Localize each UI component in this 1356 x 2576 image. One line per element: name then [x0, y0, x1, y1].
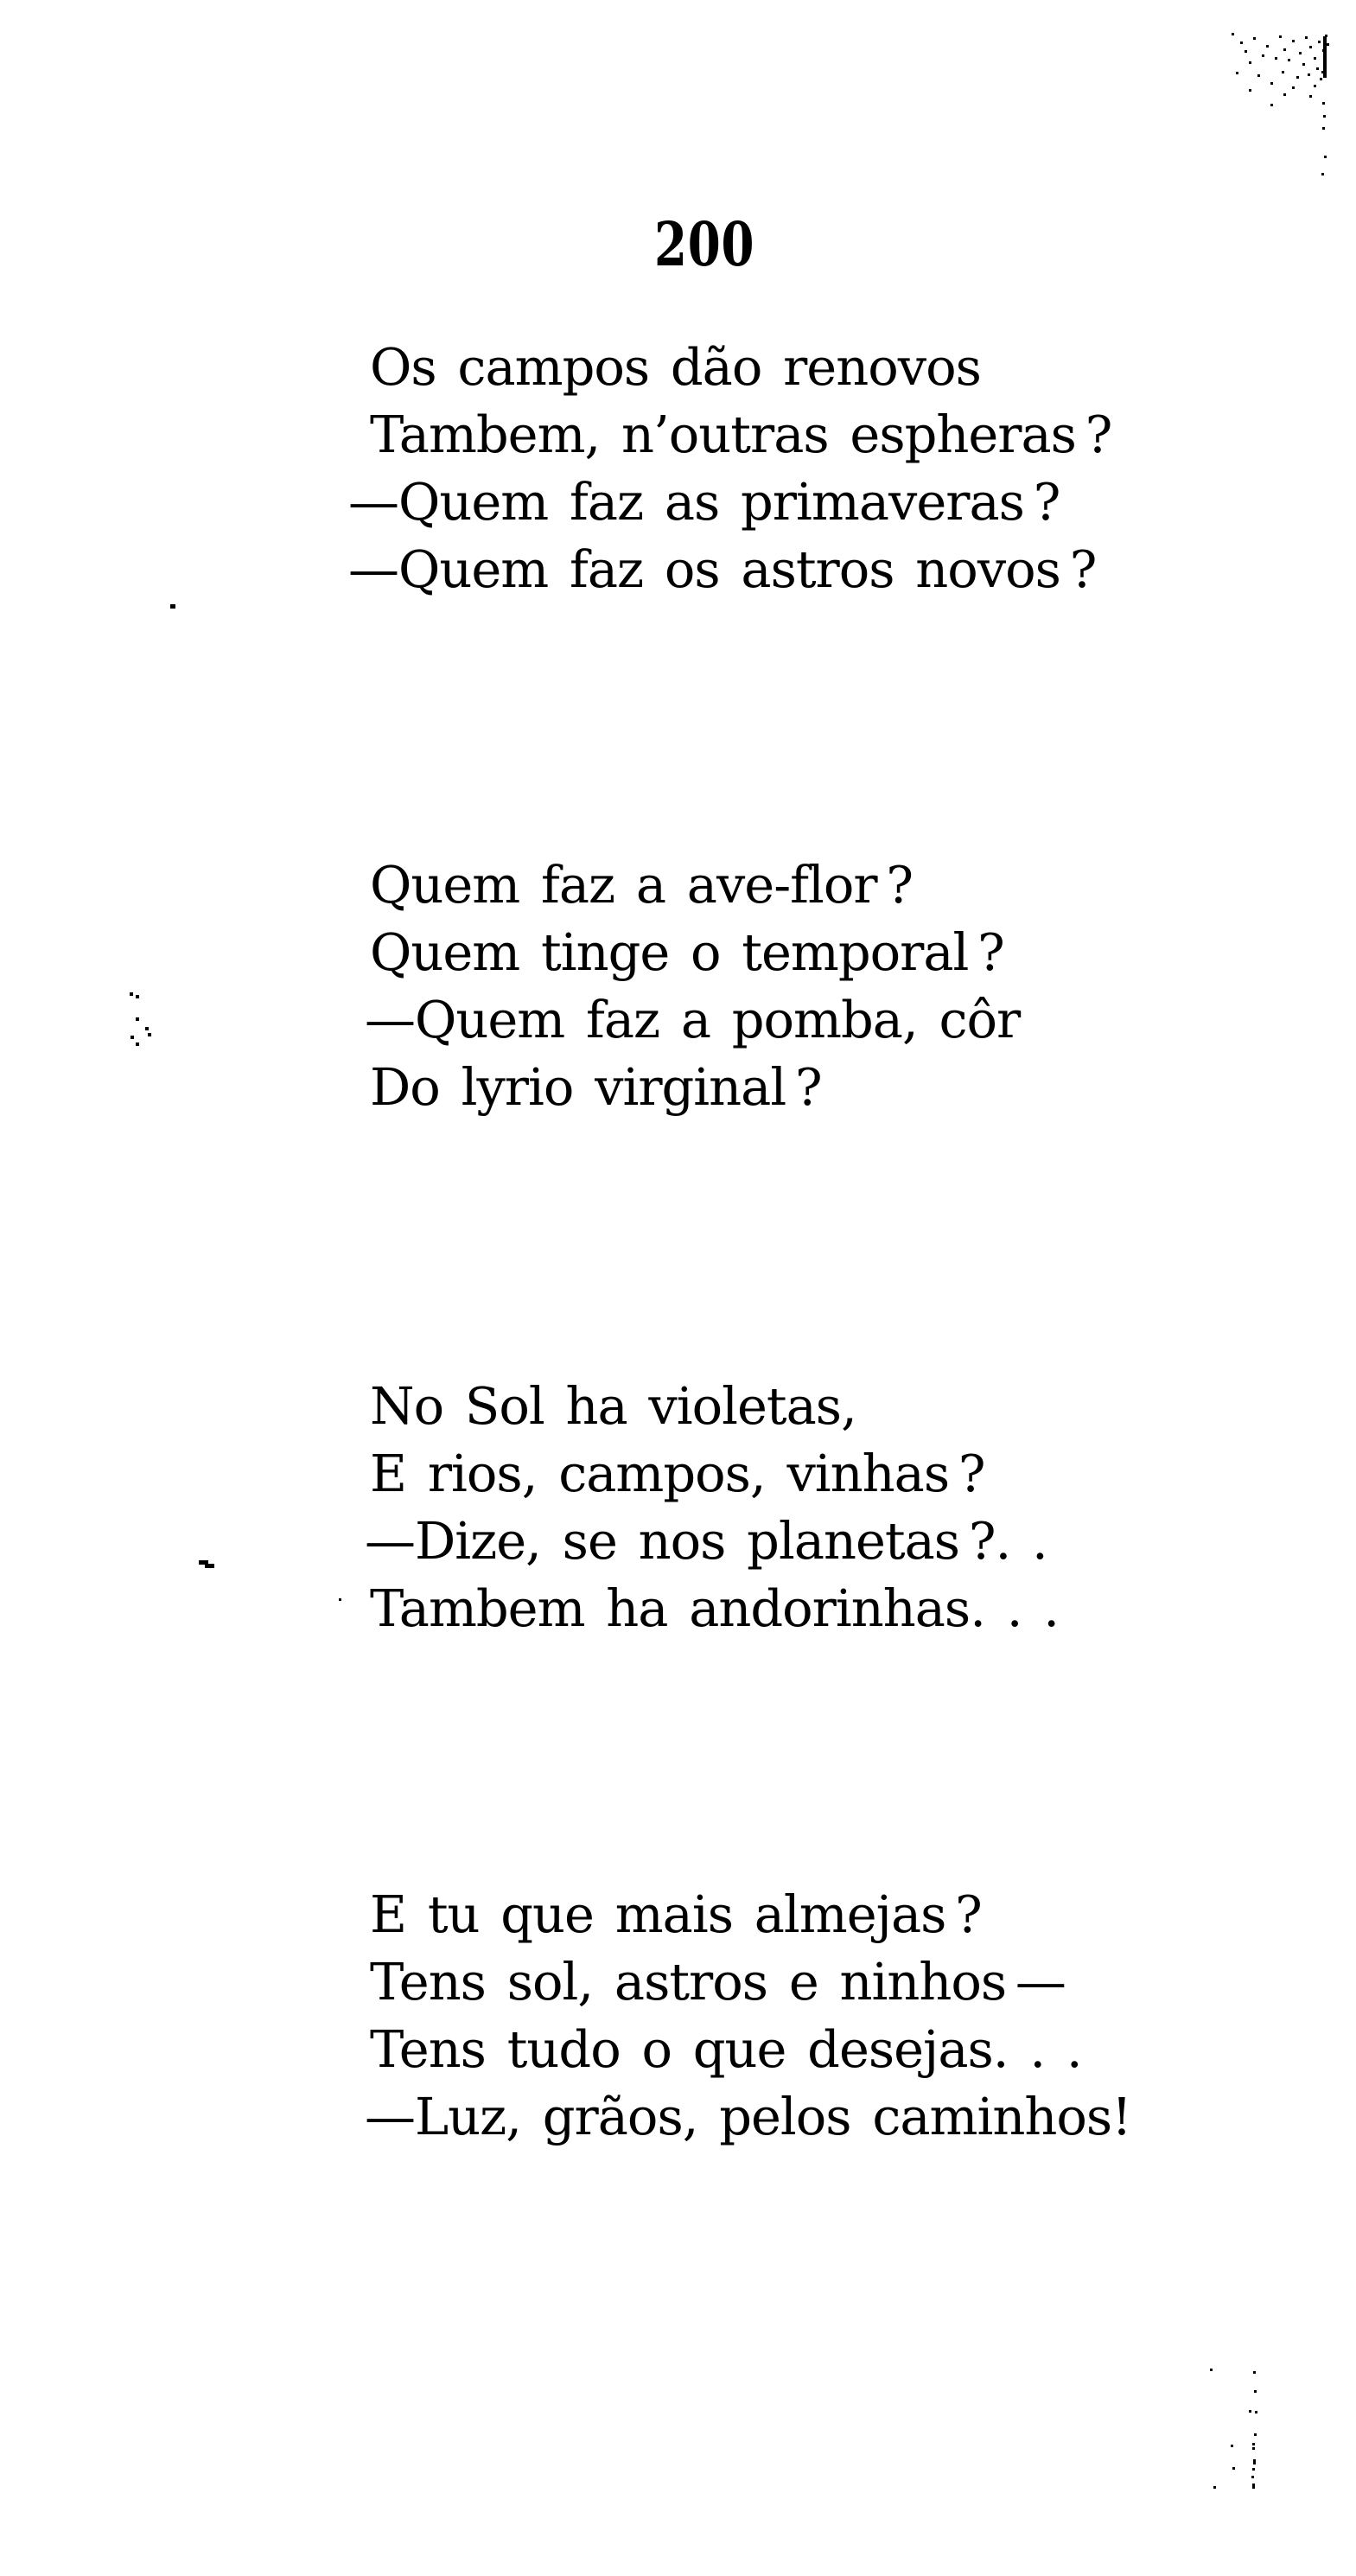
poem-line: E tu que mais almejas ?	[370, 1884, 982, 1944]
poem-line: Os campos dão renovos	[370, 337, 981, 397]
scan-speck	[170, 604, 175, 609]
poem-line: —Quem faz os astros novos ?	[348, 539, 1097, 599]
poem-line: Tens tudo o que desejas. . .	[370, 2019, 1082, 2079]
poem-stanza-1	[348, 334, 1148, 603]
poem-line: Do lyrio virginal ?	[370, 1057, 822, 1117]
scan-speck	[339, 1598, 341, 1601]
poem-line: Tens sol, astros e ninhos —	[370, 1952, 1066, 2012]
scan-edge-line	[1323, 36, 1327, 78]
poem-stanza-4	[365, 1881, 1148, 2151]
scan-noise-top-right	[1232, 33, 1234, 35]
poem-line: Quem tinge o temporal ?	[370, 922, 1004, 982]
poem-stanza-2	[365, 851, 1148, 1121]
poem-line: —Quem faz a pomba, côr	[365, 990, 1021, 1049]
poem-line: —Luz, grãos, pelos caminhos!	[365, 2087, 1131, 2146]
poem-line: E rios, campos, vinhas ?	[370, 1444, 985, 1503]
poem-stanza-3	[365, 1373, 1148, 1642]
poem-line: Tambem ha andorinhas. . .	[370, 1578, 1059, 1638]
scan-smudge	[199, 1560, 208, 1565]
poem-line: Tambem, n’outras espheras ?	[370, 405, 1112, 464]
poem-line: —Quem faz as primaveras ?	[348, 472, 1060, 532]
page-number: 200	[654, 208, 755, 280]
scan-noise-bottom-right	[1210, 2369, 1213, 2371]
scan-speck-cluster	[130, 992, 133, 996]
poem-line: No Sol ha violetas,	[370, 1376, 856, 1436]
poem-line: —Dize, se nos planetas ?. .	[365, 1511, 1047, 1571]
poem-line: Quem faz a ave-flor ?	[370, 855, 913, 915]
